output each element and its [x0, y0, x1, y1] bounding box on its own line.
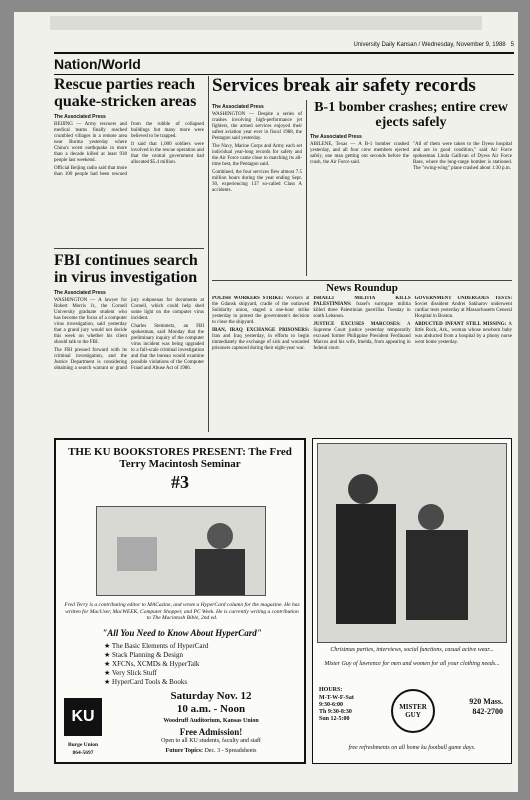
fbi-article	[54, 252, 204, 432]
brief-lead: POLISH WORKERS STRIKE:	[212, 296, 284, 301]
seminar-number: #3	[171, 472, 189, 492]
model-head-shape	[348, 474, 378, 504]
fbi-para: WASHINGTON — A lawyer for Robert Morris Jr., the Cornell University graduate student who has become the focus of a computer virus investigation, said yesterday that a grand jury would not decide this week on whether his client should talk to the FBI.	[54, 298, 127, 345]
brief	[415, 296, 512, 320]
hours-line: Sun 12-5:00	[319, 716, 350, 722]
model-body-shape	[406, 530, 468, 620]
rescue-body	[54, 122, 204, 178]
bomber-article	[310, 100, 512, 172]
ad-time: 10 a.m. - Noon	[176, 703, 246, 715]
safety-article	[212, 76, 512, 276]
brief-text: A little Rock, Ark., woman whose newborn baby was abducted from a hospital by a phony nurse went home yesterday.	[414, 322, 512, 345]
brief-lead: ABDUCTED INFANT STILL MISSING:	[414, 322, 507, 327]
ad-caption-2: Mister Guy of lawrence for men and women for all your clothing needs...	[324, 661, 500, 667]
store-phone: 842-2700	[472, 707, 503, 716]
ad-future: Future Topics: Dec. 3 - Spreadsheets	[165, 748, 257, 754]
column-divider	[306, 100, 307, 276]
brief-lead: JUSTICE EXCUSES MARCOSES:	[313, 322, 401, 327]
runner-text: University Daily Kansan / Wednesday, November 9, 1988	[353, 42, 506, 48]
brief-text: A Supreme Court justice yesterday temporarily excused former Philippine President Ferdinand Marcos and his wife, Imelda, from appearing in federal court.	[313, 322, 411, 351]
page-runner	[54, 42, 514, 48]
hours-line: M-T-W-F-Sat	[319, 695, 354, 701]
store-address: 920 Mass.	[469, 697, 503, 706]
presenter-photo	[96, 506, 266, 596]
roundup-title: News Roundup	[326, 282, 398, 294]
brief	[313, 322, 410, 352]
safety-para: The Navy, Marine Corps and Army each set individual year-long records for safety and the Air Force came close to matching its all-time best, the Pentagon said.	[212, 144, 302, 167]
ad-open: Open to all KU students, faculty and staff	[161, 738, 261, 744]
person-body-shape	[195, 549, 245, 596]
ad-caption: Fred Terry is a contributing editor to MACazine, and wrote a HyperCard column for the magazine. He has written for MacUser, MacWEEK, Computer Shopper, and PC Week. He is currently writing a contribution to The Macintosh Bible, 2nd ed.	[64, 602, 300, 621]
topic-item: ★ XFCNs, XCMDs & HyperTalk	[104, 660, 200, 668]
bookstore-ad	[54, 438, 306, 764]
models-photo	[317, 443, 507, 643]
binding-strip	[50, 16, 482, 30]
ad-place: Woodruff Auditorium, Kansas Union	[163, 718, 259, 724]
safety-para: Combined, the four services flew almost 7.5 million hours during the year ending Sept. 30, experiencing 137 so-called Class A accidents.	[212, 170, 302, 193]
hours-line: 9:30-6:00	[319, 702, 343, 708]
safety-headline: Services break air safety records	[212, 76, 476, 96]
brief-lead: IRAN, IRAQ EXCHANGE PRISONERS:	[212, 328, 310, 333]
ad-date: Saturday Nov. 12	[170, 690, 252, 702]
divider	[54, 248, 204, 249]
topic-list	[104, 642, 294, 687]
bomber-byline: The Associated Press	[310, 134, 362, 140]
topic-item: ★ Stack Planning & Design	[104, 651, 183, 659]
union-phone: 864-5697	[72, 750, 94, 756]
column-divider	[208, 76, 209, 432]
model-head-shape	[418, 504, 444, 530]
roundup-body	[212, 296, 512, 432]
ad-caption-1: Christmas parties, interviews, social functions, casual active wear...	[330, 647, 494, 653]
section-title: Nation/World	[54, 52, 514, 75]
brief	[313, 296, 410, 320]
newspaper-page	[14, 12, 518, 792]
person-head-shape	[207, 523, 233, 549]
ku-logo: KU	[64, 698, 102, 736]
topic-item: ★ Very Slick Stuff	[104, 669, 157, 677]
bomber-para: ABILENE, Texas — A B-1 bomber crashed yesterday, and all four crew members ejected safely, one man getting out seconds before the crash, the Air Force said.	[310, 142, 409, 165]
safety-para: WASHINGTON — Despite a series of crashes involving high-performance jet fighters, the armed services enjoyed their safest aviation year ever in fiscal 1988, the Pentagon said yesterday.	[212, 112, 302, 141]
brief	[212, 328, 309, 352]
ad-footer: free refreshments on all home ku football game days.	[348, 745, 476, 751]
rescue-byline: The Associated Press	[54, 114, 106, 120]
hours-line: Th 9:30-8:30	[319, 709, 352, 715]
mister-guy-logo: MISTER GUY	[391, 689, 435, 733]
bomber-body	[310, 142, 512, 172]
hours-label: HOURS:	[319, 687, 343, 693]
union-label: Burge Union	[67, 742, 99, 748]
topic-item: ★ The Basic Elements of HyperCard	[104, 642, 209, 650]
brief-text: Workers at the Gdansk shipyard, cradle of the outlawed Solidarity union, staged a one-hour strike yesterday to protest the government's decision to close the shipyard.	[212, 296, 310, 325]
brief	[212, 296, 309, 326]
page-number: 5	[510, 42, 514, 48]
rescue-para: BEIJING — Army rescuers and medical teams finally reached crumbled villages in a remote area near Burma yesterday where China's worst earthquake in more than a decade killed at least 938 people last weekend.	[54, 122, 127, 163]
brief	[415, 322, 512, 346]
ad-headline: THE KU BOOKSTORES PRESENT: The Fred Terry Macintosh Seminar	[68, 446, 292, 470]
topic-item: ★ HyperCard Tools & Books	[104, 678, 188, 686]
model-body-shape	[336, 504, 396, 624]
bomber-headline: B-1 bomber crashes; entire crew ejects safely	[314, 100, 508, 130]
brief-text: Iran and Iraq yesterday, in efforts to begin immediately the exchange of sick and wounded prisoners captured during their eight-year war.	[212, 334, 310, 351]
fbi-para: Charles Steinmetz, an FBI spokesman, said Monday that the preliminary inquiry of the computer virus incident was being upgraded to a full-scale criminal investigation and that the bureau would examine possible violations of the Computer Fraud and Abuse Act of 1986.	[131, 324, 204, 371]
safety-body	[212, 100, 302, 196]
fbi-byline: The Associated Press	[54, 290, 106, 296]
fbi-para: The FBI pressed forward with its criminal investigation, and the Justice Department is considering obtaining a search warrant or grand jury subpoenas for documents at Cornell, which could help shed some light on the computer virus incident.	[54, 298, 204, 371]
bomber-para: "All of them were taken to the Dyess hospital and are in good condition," said Air Force spokesman Linda Gallivan of Dyess Air Force Base, where the long-range bomber is stationed. The "swing-wing" plane crashed about 1:30 p.m.	[413, 142, 512, 171]
safety-byline: The Associated Press	[212, 104, 264, 110]
brief-text: Soviet dissident Andrei Sakharov underwent cardiac tests yesterday at Massachusetts General Hospital in Boston.	[414, 302, 512, 319]
divider	[212, 280, 512, 281]
ad-free: Free Admission!	[179, 727, 243, 737]
brief-lead: GOVERNMENT UNDERGOES TESTS:	[414, 296, 512, 301]
fbi-headline: FBI continues search in virus investigation	[54, 252, 198, 286]
ad-tagline: "All You Need to Know About HyperCard"	[102, 628, 262, 638]
rescue-article	[54, 76, 204, 246]
hours-list	[319, 695, 354, 723]
mister-guy-ad	[312, 438, 512, 764]
rescue-para: Official Beijing radio said that more than 100 people had been rescued from the rubble of collapsed buildings but many more were believed to be trapped.	[54, 122, 204, 177]
rescue-headline: Rescue parties reach quake-stricken areas	[54, 76, 197, 110]
computer-shape	[117, 537, 157, 571]
brief-lead: ISRAELI MILITIA KILLS PALESTINIANS:	[313, 296, 411, 307]
brief-text: Israel's surrogate militia killed three Palestinian guerrillas Tuesday in south Lebanon.	[313, 302, 411, 319]
fbi-body	[54, 298, 204, 373]
rescue-para: It said that 1,000 soldiers were involved in the rescue operation and that the central government had allocated $5.4 million.	[131, 142, 204, 165]
